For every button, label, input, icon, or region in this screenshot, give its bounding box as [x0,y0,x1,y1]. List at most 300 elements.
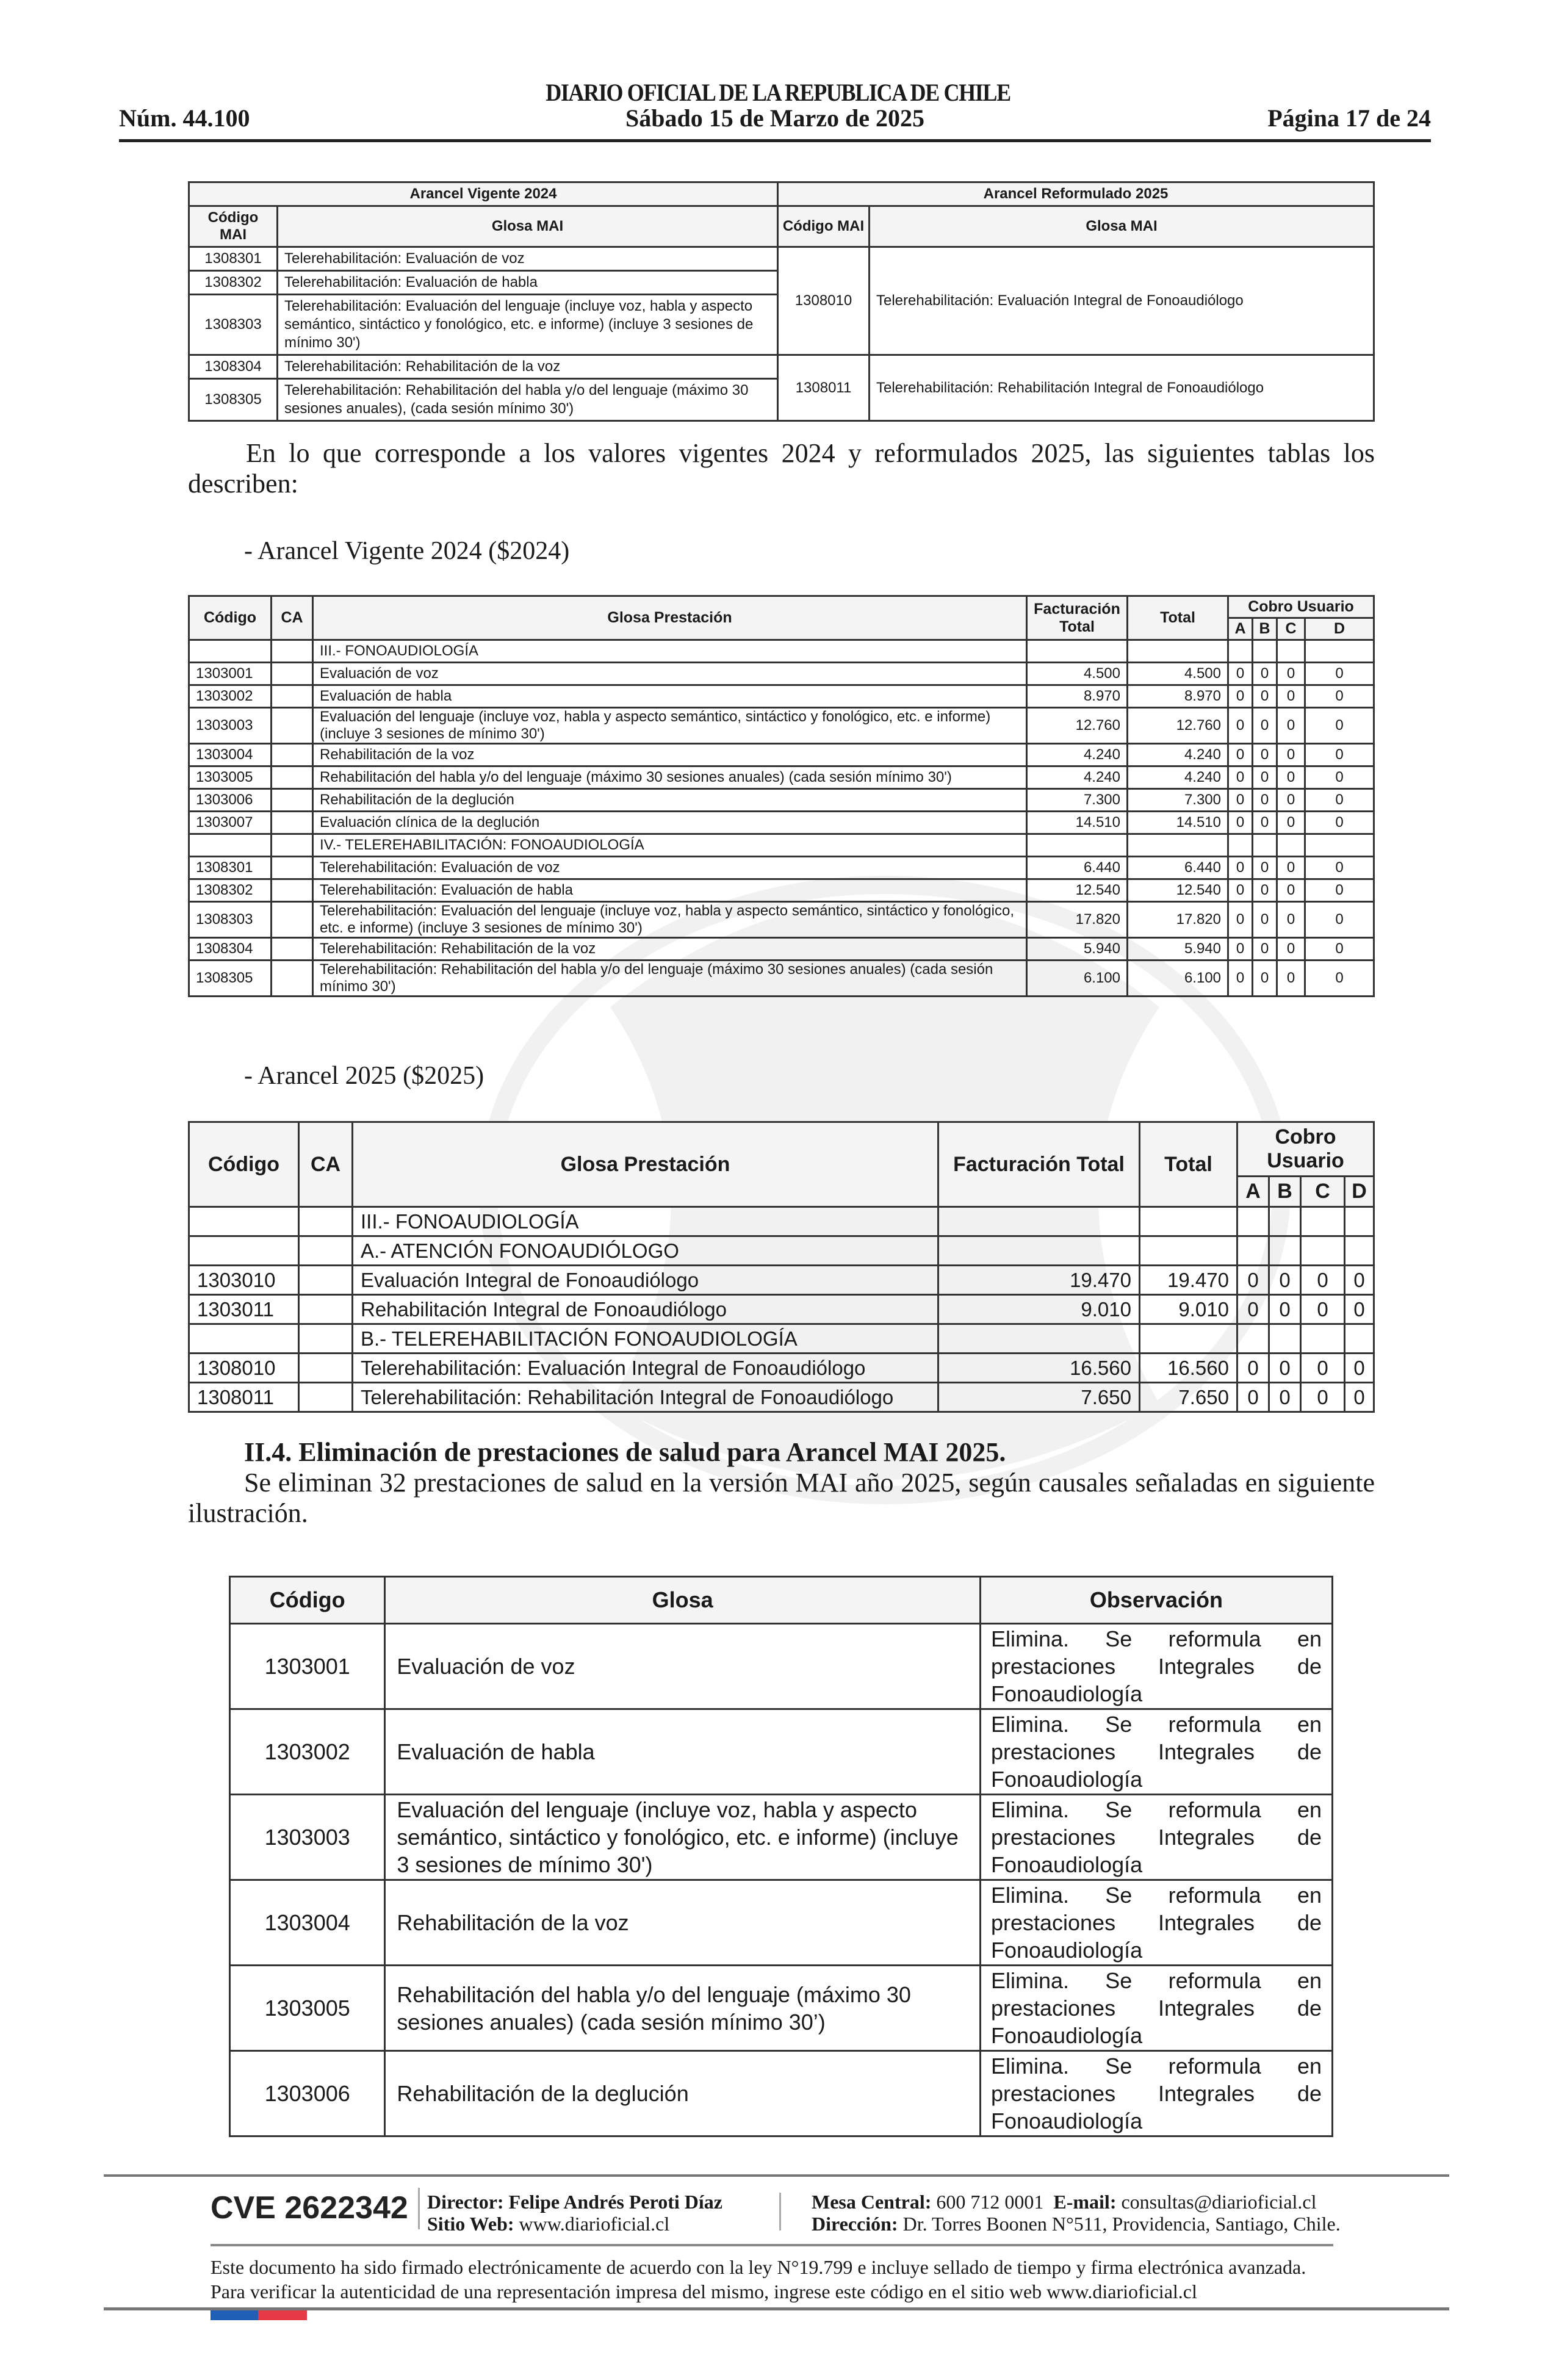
cobro-d-cell [1305,640,1374,663]
table-row [230,1624,1333,1709]
issue-number: Núm. 44.100 [119,104,250,132]
footer-separator [418,2188,420,2229]
cobro-a-cell: 0 [1228,961,1253,997]
section-row [189,834,1374,857]
cobro-c-cell [1277,834,1305,857]
arancel-2024-table [188,595,1375,997]
cobro-a-cell: 0 [1237,1266,1269,1295]
ca-cell [272,663,313,685]
section-row [189,1236,1374,1266]
cobro-d-cell: 0 [1345,1354,1374,1383]
observacion-cell: Elimina. Se reformula en prestaciones Integrales de Fonoaudiología [980,1795,1332,1880]
glosa-cell: Telerehabilitación: Evaluación Integral de Fonoaudiólogo [353,1354,938,1383]
cobro-b-cell: 0 [1253,938,1277,961]
cobro-b-cell: 0 [1253,961,1277,997]
elimination-body [230,1624,1333,2137]
code-cell: 1303005 [230,1966,385,2051]
cobro-a-cell: 0 [1228,789,1253,812]
total-cell: 14.510 [1128,812,1228,834]
flag-stripe-red [258,2310,307,2320]
glosa-cell: Evaluación del lenguaje (incluye voz, habla y aspecto semántico, sintáctico y fonológico, etc. e informe) (incluye 3 sesiones de mínimo 30') [385,1795,981,1880]
glosa-cell: Evaluación Integral de Fonoaudiólogo [353,1266,938,1295]
total-cell: 12.760 [1128,708,1228,744]
facturacion-cell [938,1236,1140,1266]
ca-cell [272,708,313,744]
facturacion-cell: 4.240 [1027,766,1128,789]
facturacion-cell: 4.240 [1027,744,1128,766]
code-cell: 1303003 [230,1795,385,1880]
cobro-a-cell: 0 [1228,663,1253,685]
elimination-table [229,1576,1333,2137]
code-cell: 1308010 [189,1354,299,1383]
subtitle-arancel-2024: - Arancel Vigente 2024 ($2024) [244,537,570,565]
glosa-cell: Evaluación de voz [385,1624,981,1709]
cobro-c-cell: 0 [1301,1295,1345,1324]
glosa-cell: Telerehabilitación: Rehabilitación Integral de Fonoaudiólogo [870,355,1374,421]
cobro-b-cell [1269,1324,1301,1354]
facturacion-cell: 19.470 [938,1266,1140,1295]
glosa-cell: Telerehabilitación: Rehabilitación del habla y/o del lenguaje (máximo 30 sesiones anuales) (cada sesión mínimo 30') [313,961,1027,997]
col-header-b: B [1269,1177,1301,1207]
table-row [189,1354,1374,1383]
section-title: II.4. Eliminación de prestaciones de salud para Arancel MAI 2025. [244,1437,1006,1467]
glosa-cell: Rehabilitación del habla y/o del lenguaje (máximo 30 sesiones anuales) (cada sesión mínimo 30') [313,766,1027,789]
ca-cell [272,766,313,789]
col-header-code: Código [189,1122,299,1207]
cobro-c-cell [1301,1324,1345,1354]
ca-cell [272,640,313,663]
observacion-cell: Elimina. Se reformula en prestaciones Integrales de Fonoaudiología [980,1966,1332,2051]
ca-cell [272,744,313,766]
section-row [189,1207,1374,1236]
total-cell: 16.560 [1140,1354,1237,1383]
glosa-cell: Rehabilitación de la voz [385,1880,981,1966]
col-header-ca: CA [299,1122,353,1207]
group-header-2024: Arancel Vigente 2024 [189,182,778,206]
glosa-cell: Rehabilitación del habla y/o del lenguaje (máximo 30 sesiones anuales) (cada sesión mínimo 30’) [385,1966,981,2051]
cobro-b-cell: 0 [1253,766,1277,789]
address-label: Dirección: [812,2213,898,2235]
facturacion-cell [1027,834,1128,857]
facturacion-cell [938,1324,1140,1354]
code-cell: 1308011 [778,355,870,421]
group-header-2025: Arancel Reformulado 2025 [778,182,1374,206]
email-link[interactable]: consultas@diarioficial.cl [1121,2191,1317,2213]
table-row [230,1880,1333,1966]
cobro-c-cell: 0 [1277,902,1305,938]
ca-cell [299,1295,353,1324]
col-header-cobro-usuario: Cobro Usuario [1228,596,1374,618]
cobro-a-cell: 0 [1228,812,1253,834]
col-header-glosa: Glosa [385,1577,981,1624]
glosa-cell: Telerehabilitación: Evaluación de habla [313,879,1027,902]
table-row [230,1795,1333,1880]
cobro-c-cell: 0 [1277,879,1305,902]
col-header-a: A [1228,618,1253,640]
cobro-a-cell [1228,834,1253,857]
publication-title: DIARIO OFICIAL DE LA REPUBLICA DE CHILE [546,79,1010,106]
code-cell: 1308011 [189,1383,299,1412]
ca-cell [272,685,313,708]
code-cell [189,834,272,857]
table-row [189,961,1374,997]
cobro-a-cell: 0 [1237,1295,1269,1324]
cobro-d-cell: 0 [1305,744,1374,766]
mesa-central-phone: 600 712 0001 [936,2191,1044,2213]
cobro-d-cell: 0 [1305,685,1374,708]
col-header-code: Código MAI [778,206,870,247]
director-label: Director: [427,2191,504,2213]
table-row [189,1266,1374,1295]
glosa-cell: III.- FONOAUDIOLOGÍA [353,1207,938,1236]
cobro-b-cell: 0 [1269,1354,1301,1383]
table-row [189,355,1374,379]
code-cell: 1303002 [189,685,272,708]
cobro-c-cell: 0 [1277,744,1305,766]
ca-cell [299,1207,353,1236]
cobro-c-cell: 0 [1277,857,1305,879]
cobro-d-cell: 0 [1345,1383,1374,1412]
code-cell: 1308303 [189,295,278,355]
cobro-d-cell [1305,834,1374,857]
glosa-cell: Telerehabilitación: Evaluación de habla [278,271,778,295]
col-header-facturacion: Facturación Total [938,1122,1140,1207]
cobro-c-cell [1277,640,1305,663]
cobro-a-cell: 0 [1228,857,1253,879]
mapping-table [188,181,1375,422]
code-cell: 1308301 [189,247,278,271]
facturacion-cell: 9.010 [938,1295,1140,1324]
cobro-a-cell: 0 [1237,1354,1269,1383]
glosa-cell: Evaluación clínica de la deglución [313,812,1027,834]
address-value: Dr. Torres Boonen N°511, Providencia, Santiago, Chile. [902,2213,1341,2235]
total-cell [1140,1236,1237,1266]
code-cell: 1303004 [189,744,272,766]
facturacion-cell: 12.540 [1027,879,1128,902]
code-cell: 1303001 [230,1624,385,1709]
code-cell: 1303006 [230,2051,385,2137]
director-name: Felipe Andrés Peroti Díaz [508,2191,722,2213]
code-cell [189,1236,299,1266]
total-cell: 6.100 [1128,961,1228,997]
cobro-c-cell: 0 [1277,663,1305,685]
code-cell: 1303004 [230,1880,385,1966]
code-cell [189,1324,299,1354]
cobro-c-cell: 0 [1301,1383,1345,1412]
ca-cell [272,812,313,834]
facturacion-cell: 6.440 [1027,857,1128,879]
ca-cell [272,938,313,961]
col-header-glosa: Glosa Prestación [313,596,1027,640]
table-row [189,879,1374,902]
glosa-cell: Evaluación del lenguaje (incluye voz, habla y aspecto semántico, sintáctico y fonológico, etc. e informe) (incluye 3 sesiones de mínimo 30') [313,708,1027,744]
total-cell: 7.300 [1128,789,1228,812]
total-cell [1140,1207,1237,1236]
total-cell: 19.470 [1140,1266,1237,1295]
table-row [189,812,1374,834]
code-cell: 1308305 [189,961,272,997]
table-row [189,685,1374,708]
col-header-total: Total [1140,1122,1237,1207]
footer-divider [211,2244,1333,2246]
cobro-d-cell: 0 [1345,1295,1374,1324]
glosa-cell: Telerehabilitación: Evaluación de voz [278,247,778,271]
glosa-cell: Evaluación de habla [313,685,1027,708]
cobro-c-cell [1301,1236,1345,1266]
col-header-code: Código [189,596,272,640]
cobro-d-cell: 0 [1345,1266,1374,1295]
table-row [189,708,1374,744]
code-cell: 1303005 [189,766,272,789]
issue-date: Sábado 15 de Marzo de 2025 [625,104,924,132]
code-cell [189,1207,299,1236]
ca-cell [272,961,313,997]
cobro-d-cell [1345,1236,1374,1266]
col-header-ca: CA [272,596,313,640]
total-cell: 7.650 [1140,1383,1237,1412]
table-row [230,2051,1333,2137]
cobro-d-cell [1345,1324,1374,1354]
code-cell: 1308302 [189,271,278,295]
col-header-glosa: Glosa MAI [278,206,778,247]
ca-cell [272,857,313,879]
section-paragraph: Se eliminan 32 prestaciones de salud en la versión MAI año 2025, según causales señaladas en siguiente ilustración. [188,1468,1375,1528]
col-header-code: Código [230,1577,385,1624]
code-cell: 1308305 [189,379,278,421]
glosa-cell: Rehabilitación de la voz [313,744,1027,766]
code-cell: 1308303 [189,902,272,938]
col-header-d: D [1345,1177,1374,1207]
code-cell: 1303007 [189,812,272,834]
col-header-cobro-usuario: Cobro Usuario [1237,1122,1374,1177]
ca-cell [299,1383,353,1412]
observacion-cell: Elimina. Se reformula en prestaciones Integrales de Fonoaudiología [980,2051,1332,2137]
table-row [189,766,1374,789]
footer-divider [104,2174,1449,2177]
facturacion-cell: 17.820 [1027,902,1128,938]
col-header-glosa: Glosa Prestación [353,1122,938,1207]
glosa-cell: Evaluación de habla [385,1709,981,1795]
page-number: Página 17 de 24 [1267,104,1431,132]
ca-cell [272,879,313,902]
code-cell: 1308304 [189,938,272,961]
cobro-b-cell: 0 [1269,1295,1301,1324]
cobro-d-cell: 0 [1305,789,1374,812]
cobro-a-cell: 0 [1228,744,1253,766]
col-header-b: B [1253,618,1277,640]
facturacion-cell: 5.940 [1027,938,1128,961]
cobro-d-cell: 0 [1305,857,1374,879]
cobro-b-cell: 0 [1253,812,1277,834]
cobro-d-cell: 0 [1305,879,1374,902]
cve-code: CVE 2622342 [211,2190,408,2226]
arancel-2024-body [189,640,1374,997]
total-cell: 4.240 [1128,744,1228,766]
cobro-b-cell: 0 [1253,685,1277,708]
col-header-glosa: Glosa MAI [870,206,1374,247]
table-row [189,789,1374,812]
table-row [189,902,1374,938]
facturacion-cell: 7.300 [1027,789,1128,812]
cobro-b-cell: 0 [1269,1383,1301,1412]
observacion-cell: Elimina. Se reformula en prestaciones Integrales de Fonoaudiología [980,1709,1332,1795]
cobro-c-cell: 0 [1277,812,1305,834]
total-cell [1128,640,1228,663]
glosa-cell: IV.- TELEREHABILITACIÓN: FONOAUDIOLOGÍA [313,834,1027,857]
glosa-cell: Telerehabilitación: Evaluación del lenguaje (incluye voz, habla y aspecto semántico, sintáctico y fonológico, etc. e informe) (incluye 3 sesiones de mínimo 30') [313,902,1027,938]
total-cell: 17.820 [1128,902,1228,938]
ca-cell [272,902,313,938]
glosa-cell: Telerehabilitación: Rehabilitación Integral de Fonoaudiólogo [353,1383,938,1412]
cobro-d-cell: 0 [1305,812,1374,834]
cobro-a-cell [1237,1207,1269,1236]
cobro-c-cell [1301,1207,1345,1236]
cobro-d-cell: 0 [1305,961,1374,997]
cobro-b-cell: 0 [1253,857,1277,879]
cobro-a-cell: 0 [1228,708,1253,744]
subtitle-arancel-2025: - Arancel 2025 ($2025) [244,1062,484,1090]
cobro-b-cell [1253,640,1277,663]
col-header-code: Código MAI [189,206,278,247]
code-cell: 1303002 [230,1709,385,1795]
arancel-2025-table [188,1121,1375,1413]
cobro-b-cell: 0 [1253,744,1277,766]
total-cell: 4.500 [1128,663,1228,685]
table-row [189,857,1374,879]
glosa-cell: B.- TELEREHABILITACIÓN FONOAUDIOLOGÍA [353,1324,938,1354]
cobro-b-cell [1269,1207,1301,1236]
cobro-b-cell: 0 [1253,902,1277,938]
website-link[interactable]: www.diarioficial.cl [519,2213,670,2235]
cobro-c-cell: 0 [1277,789,1305,812]
ca-cell [299,1236,353,1266]
glosa-cell: Rehabilitación de la deglución [385,2051,981,2137]
glosa-cell: Telerehabilitación: Rehabilitación del habla y/o del lenguaje (máximo 30 sesiones anuales), (cada sesión mínimo 30') [278,379,778,421]
cobro-a-cell: 0 [1228,685,1253,708]
cobro-b-cell: 0 [1253,789,1277,812]
cobro-d-cell: 0 [1305,938,1374,961]
cobro-b-cell: 0 [1253,663,1277,685]
cobro-b-cell: 0 [1253,879,1277,902]
cobro-a-cell [1228,640,1253,663]
cobro-b-cell [1269,1236,1301,1266]
cobro-c-cell: 0 [1277,685,1305,708]
cobro-d-cell [1345,1207,1374,1236]
cobro-a-cell: 0 [1228,766,1253,789]
website-label: Sitio Web: [427,2213,514,2235]
cobro-d-cell: 0 [1305,663,1374,685]
cobro-c-cell: 0 [1277,961,1305,997]
code-cell: 1303006 [189,789,272,812]
col-header-a: A [1237,1177,1269,1207]
facturacion-cell [1027,640,1128,663]
cobro-c-cell: 0 [1277,708,1305,744]
footer-separator [779,2193,781,2230]
total-cell [1128,834,1228,857]
legal-notice: Este documento ha sido firmado electrónicamente de acuerdo con la ley N°19.799 e incluye sellado de tiempo y firma electrónica avanzada. Para verificar la autenticidad de una representación impresa del mismo, ingrese este código en el sitio web www.diarioficial.cl [211,2256,1306,2302]
cobro-d-cell: 0 [1305,766,1374,789]
glosa-cell: Evaluación de voz [313,663,1027,685]
section-row [189,1324,1374,1354]
facturacion-cell: 14.510 [1027,812,1128,834]
glosa-cell: III.- FONOAUDIOLOGÍA [313,640,1027,663]
glosa-cell: Telerehabilitación: Rehabilitación de la voz [278,355,778,379]
col-header-observacion: Observación [980,1577,1332,1624]
ca-cell [299,1354,353,1383]
table-row [189,1383,1374,1412]
cobro-d-cell: 0 [1305,902,1374,938]
col-header-c: C [1277,618,1305,640]
cobro-a-cell: 0 [1228,938,1253,961]
observacion-cell: Elimina. Se reformula en prestaciones Integrales de Fonoaudiología [980,1880,1332,1966]
glosa-cell: Telerehabilitación: Evaluación del lenguaje (incluye voz, habla y aspecto semántico, sintáctico y fonológico, etc. e informe) (incluye 3 sesiones de mínimo 30') [278,295,778,355]
total-cell: 8.970 [1128,685,1228,708]
ca-cell [299,1266,353,1295]
col-header-facturacion: Facturación Total [1027,596,1128,640]
table-row [189,938,1374,961]
cobro-d-cell: 0 [1305,708,1374,744]
cobro-b-cell: 0 [1269,1266,1301,1295]
code-cell: 1308302 [189,879,272,902]
ca-cell [299,1324,353,1354]
table-row [189,247,1374,271]
facturacion-cell [938,1207,1140,1236]
table-row [189,1295,1374,1324]
col-header-d: D [1305,618,1374,640]
table-row [189,663,1374,685]
glosa-cell: Telerehabilitación: Evaluación Integral de Fonoaudiólogo [870,247,1374,355]
cobro-b-cell: 0 [1253,708,1277,744]
total-cell: 12.540 [1128,879,1228,902]
code-cell: 1308304 [189,355,278,379]
table-row [230,1709,1333,1795]
glosa-cell: Rehabilitación de la deglución [313,789,1027,812]
total-cell: 9.010 [1140,1295,1237,1324]
table-row [189,744,1374,766]
facturacion-cell: 4.500 [1027,663,1128,685]
observacion-cell: Elimina. Se reformula en prestaciones Integrales de Fonoaudiología [980,1624,1332,1709]
cobro-a-cell [1237,1324,1269,1354]
cobro-c-cell: 0 [1301,1266,1345,1295]
arancel-2025-body [189,1207,1374,1412]
code-cell: 1303011 [189,1295,299,1324]
footer-contact-block [812,2191,1341,2235]
code-cell: 1303010 [189,1266,299,1295]
col-header-total: Total [1128,596,1228,640]
code-cell: 1303003 [189,708,272,744]
facturacion-cell: 16.560 [938,1354,1140,1383]
cobro-a-cell: 0 [1228,879,1253,902]
total-cell: 5.940 [1128,938,1228,961]
cobro-c-cell: 0 [1277,938,1305,961]
total-cell: 6.440 [1128,857,1228,879]
cobro-a-cell: 0 [1237,1383,1269,1412]
header-divider [119,139,1431,142]
cobro-c-cell: 0 [1277,766,1305,789]
cobro-a-cell: 0 [1228,902,1253,938]
footer-director-block [427,2191,722,2235]
cobro-b-cell [1253,834,1277,857]
intro-paragraph: En lo que corresponde a los valores vigentes 2024 y reformulados 2025, las siguientes tablas los describen: [188,438,1375,499]
code-cell: 1308301 [189,857,272,879]
code-cell [189,640,272,663]
email-label: E-mail: [1053,2191,1117,2213]
glosa-cell: A.- ATENCIÓN FONOAUDIÓLOGO [353,1236,938,1266]
code-cell: 1308010 [778,247,870,355]
ca-cell [272,789,313,812]
col-header-c: C [1301,1177,1345,1207]
flag-stripe-blue [211,2310,258,2320]
